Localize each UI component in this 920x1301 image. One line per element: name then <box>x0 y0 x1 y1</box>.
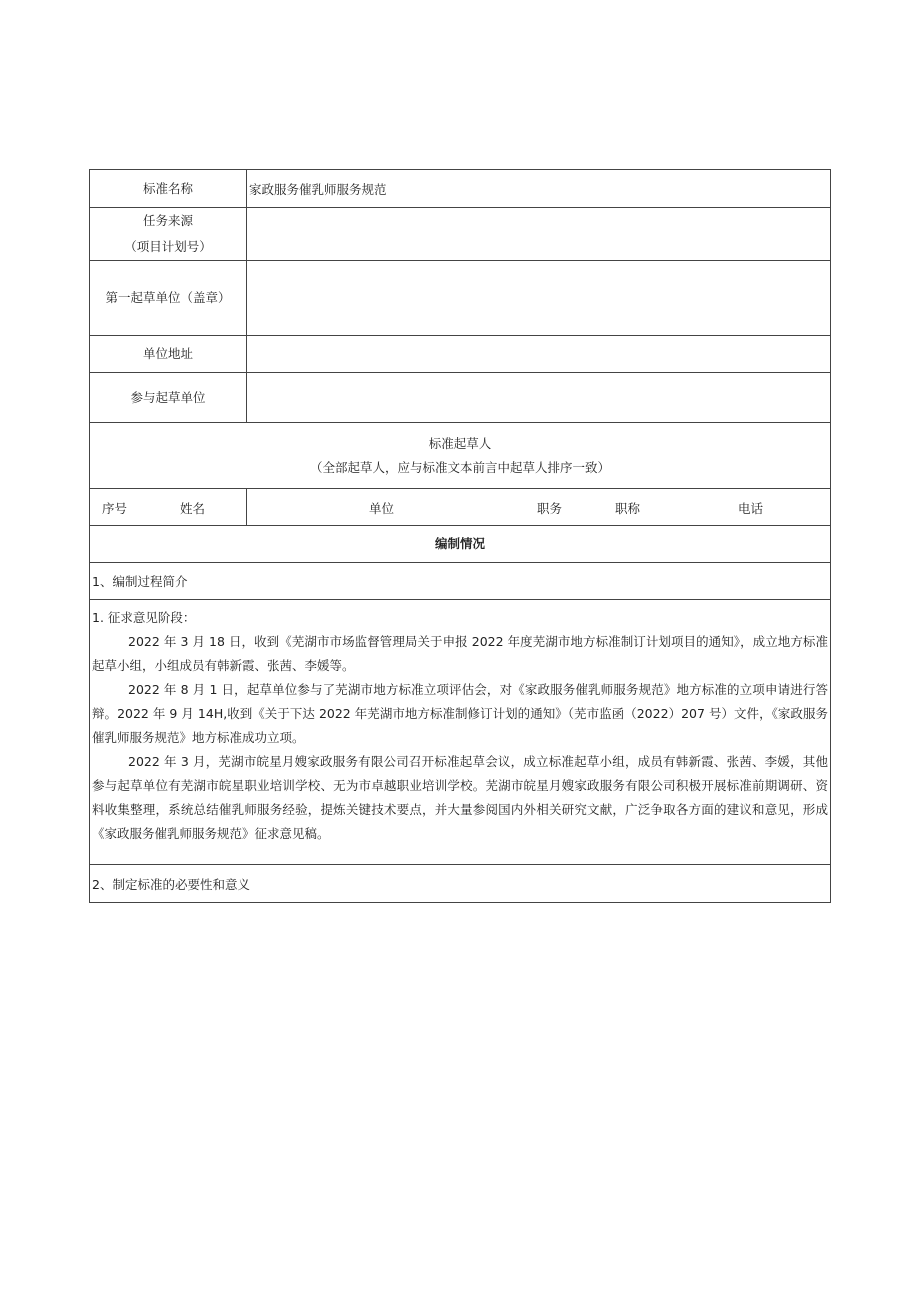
task-source-label-cell <box>90 208 247 261</box>
address-label: 单位地址 <box>90 336 247 373</box>
task-source-label: 任务来源 <box>142 213 193 228</box>
column-header-phone: 电话 <box>738 501 764 516</box>
drafters-columns-right <box>247 489 831 526</box>
task-source-value <box>247 208 831 261</box>
standard-name-label: 标准名称 <box>90 170 247 208</box>
standard-name-value: 家政服务催乳师服务规范 <box>247 170 831 208</box>
column-header-name: 姓名 <box>180 501 206 516</box>
participant-value <box>247 373 831 423</box>
drafters-columns-left <box>90 489 247 526</box>
paragraph-2: 2022 年 8 月 1 日，起草单位参与了芜湖市地方标准立项评估会，对《家政服务催乳师服务规范》地方标准的立项申请进行答辩。2022 年 9 月 14H,收到《关于下达 2022 年芜湖市地方标准制修订计划的通知》（芜市监函（2022）207 号）文件，《家政服务催乳师服务规范》地方标准成功立项。 <box>92 682 828 745</box>
first-drafter-value <box>247 261 831 336</box>
section1-body <box>90 600 831 865</box>
standard-info-form <box>89 169 831 903</box>
section2-title: 2、制定标准的必要性和意义 <box>90 865 831 903</box>
column-header-title: 职称 <box>615 501 641 516</box>
task-source-sublabel: （项目计划号） <box>124 239 212 254</box>
drafters-note: （全部起草人，应与标准文本前言中起草人排序一致） <box>309 459 610 475</box>
column-header-unit: 单位 <box>369 501 395 516</box>
compilation-heading: 编制情况 <box>90 526 831 563</box>
drafters-title: 标准起草人 <box>428 435 492 451</box>
first-drafter-label: 第一起草单位（盖章） <box>90 261 247 336</box>
participant-label: 参与起草单位 <box>90 373 247 423</box>
drafters-header-cell <box>90 423 831 489</box>
section1-title: 1、编制过程简介 <box>90 563 831 600</box>
paragraph-1: 2022 年 3 月 18 日，收到《芜湖市市场监督管理局关于申报 2022 年度芜湖市地方标准制订计划项目的通知》，成立地方标准起草小组，小组成员有韩新霞、张茜、李媛等。 <box>92 634 828 673</box>
column-header-no: 序号 <box>102 501 128 516</box>
stage-title: 1. 征求意见阶段： <box>92 610 196 625</box>
address-value <box>247 336 831 373</box>
paragraph-3: 2022 年 3 月，芜湖市皖星月嫂家政服务有限公司召开标准起草会议，成立标准起草小组，成员有韩新霞、张茜、李媛，其他参与起草单位有芜湖市皖星职业培训学校、无为市卓越职业培训学校。芜湖市皖星月嫂家政服务有限公司积极开展标准前期调研、资料收集整理，系统总结催乳师服务经验，提炼关键技术要点，并大量参阅国内外相关研究文献，广泛争取各方面的建议和意见，形成《家政服务催乳师服务规范》征求意见稿。 <box>92 754 828 841</box>
column-header-position: 职务 <box>537 501 563 516</box>
